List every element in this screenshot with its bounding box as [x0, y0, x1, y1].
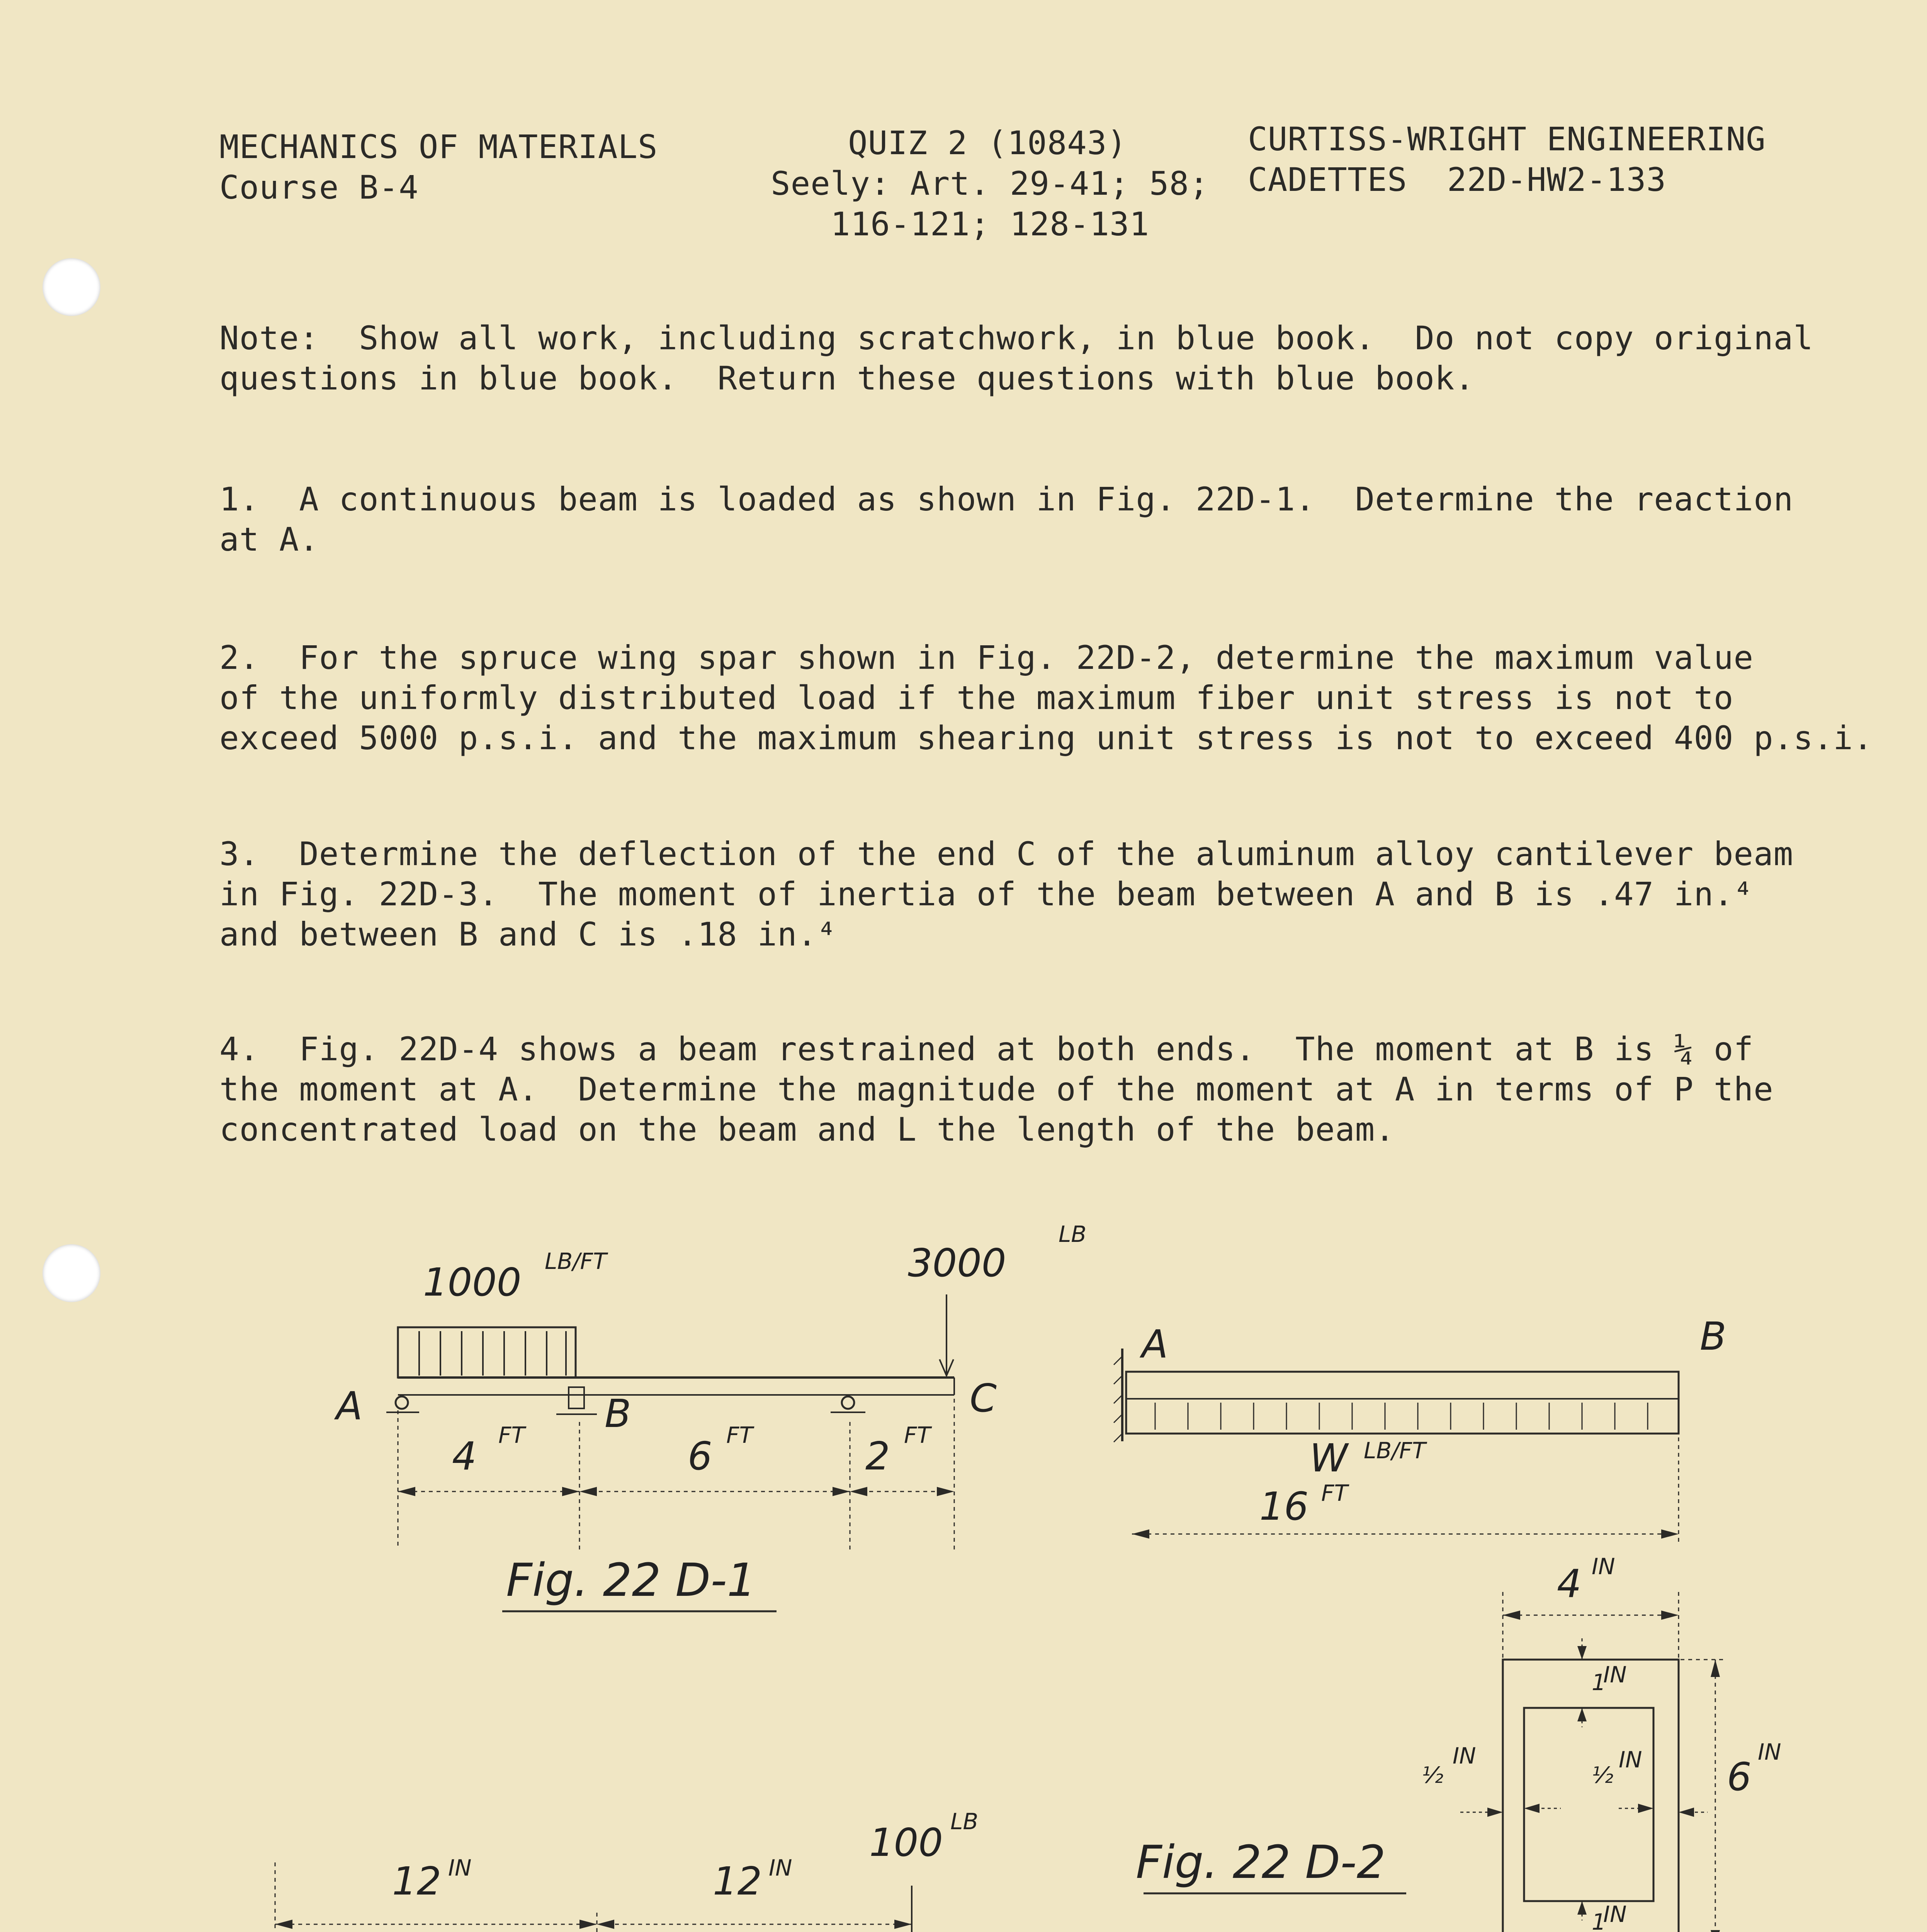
- instructions-note: [219, 318, 1813, 398]
- course-number: Course B-4: [219, 168, 419, 206]
- fig1-label-b: B: [605, 1391, 631, 1436]
- fig1-caption: Fig. 22 D-1: [506, 1553, 756, 1607]
- question-line: 2. For the spruce wing spar shown in Fig. 22D-2, determine the maximum value: [219, 639, 1754, 677]
- fig1-load-value: 1000: [423, 1260, 522, 1305]
- question-line: the moment at A. Determine the magnitude of the moment at A in terms of P the: [219, 1070, 1774, 1108]
- quiz-title: QUIZ 2 (10843): [848, 124, 1127, 162]
- fig1-dim1-unit: FT: [498, 1422, 525, 1448]
- question-line: 4. Fig. 22D-4 shows a beam restrained at both ends. The moment at B is ¼ of: [219, 1030, 1754, 1068]
- fig2-side-wall-unit: IN: [1453, 1743, 1476, 1769]
- fig2-side-wall-value: ½: [1422, 1762, 1444, 1788]
- fig2-flange-top-value: 1: [1592, 1669, 1606, 1696]
- question-line: and between B and C is .18 in.⁴: [219, 915, 837, 953]
- binder-hole-top: [42, 258, 100, 316]
- fig2-width-value: 4: [1557, 1561, 1582, 1606]
- fig1-label-a: A: [336, 1383, 363, 1429]
- question-4: [219, 1029, 1774, 1150]
- binder-hole-middle: [42, 1244, 100, 1302]
- fig2-flange-bottom-unit: IN: [1603, 1901, 1627, 1927]
- fig3-dim2-value: 12: [713, 1859, 762, 1904]
- fig2-flange-top-unit: IN: [1603, 1662, 1627, 1688]
- question-line: in Fig. 22D-3. The moment of inertia of the beam between A and B is .47 in.⁴: [219, 875, 1754, 913]
- course-title: MECHANICS OF MATERIALS: [219, 128, 658, 166]
- fig1-load-unit: LB/FT: [545, 1248, 607, 1274]
- fig3-dim1-value: 12: [392, 1859, 442, 1904]
- fig2-inner-value: ½: [1592, 1762, 1614, 1788]
- note-line: questions in blue book. Return these questions with blue book.: [219, 359, 1475, 397]
- question-line: concentrated load on the beam and L the length of the beam.: [219, 1111, 1395, 1148]
- fig1-dim1-value: 4: [452, 1434, 477, 1479]
- question-line: at A.: [219, 520, 319, 558]
- question-line: 1. A continuous beam is loaded as shown in Fig. 22D-1. Determine the reaction: [219, 480, 1794, 518]
- fig2-depth-unit: IN: [1758, 1739, 1781, 1765]
- fig1-dim3-value: 2: [865, 1434, 890, 1479]
- fig2-load-symbol: W: [1310, 1435, 1348, 1481]
- fig1-point-load-unit: LB: [1059, 1221, 1087, 1247]
- fig1-point-load-value: 3000: [908, 1240, 1006, 1286]
- fig2-flange-bottom-value: 1: [1592, 1909, 1606, 1932]
- question-line: exceed 5000 p.s.i. and the maximum shearing unit stress is not to exceed 400 p.s.i.: [219, 719, 1873, 757]
- fig3-dim1-unit: IN: [448, 1855, 472, 1881]
- fig3-load-value: 100: [869, 1820, 943, 1865]
- fig2-depth-value: 6: [1727, 1754, 1752, 1799]
- question-line: of the uniformly distributed load if the maximum fiber unit stress is not to: [219, 679, 1734, 717]
- note-line: Note: Show all work, including scratchwork, in blue book. Do not copy original: [219, 319, 1813, 357]
- fig1-dim2-value: 6: [688, 1434, 712, 1479]
- fig2-inner-unit: IN: [1619, 1747, 1642, 1773]
- fig3-dim2-unit: IN: [769, 1855, 792, 1881]
- fig1-label-c: C: [970, 1376, 997, 1421]
- fig2-label-a: A: [1142, 1321, 1168, 1367]
- fig1-dim2-unit: FT: [726, 1422, 753, 1448]
- question-2: [219, 638, 1873, 758]
- fig2-load-unit: LB/FT: [1364, 1437, 1426, 1464]
- reading-assignment-line1: Seely: Art. 29-41; 58;: [771, 165, 1209, 202]
- fig2-width-unit: IN: [1592, 1553, 1615, 1580]
- fig2-caption: Fig. 22 D-2: [1136, 1835, 1386, 1889]
- fig2-span-unit: FT: [1321, 1480, 1348, 1506]
- question-line: 3. Determine the deflection of the end C of the aluminum alloy cantilever beam: [219, 835, 1794, 873]
- reading-assignment-line2: 116-121; 128-131: [831, 205, 1150, 243]
- question-3: [219, 834, 1793, 954]
- fig2-label-b: B: [1700, 1314, 1726, 1359]
- fig3-load-unit: LB: [950, 1808, 979, 1835]
- fig2-span-value: 16: [1259, 1484, 1309, 1529]
- question-1: [219, 479, 1793, 560]
- fig1-dim3-unit: FT: [904, 1422, 931, 1448]
- school-name: CURTISS-WRIGHT ENGINEERING: [1248, 120, 1766, 158]
- cadette-code: CADETTES 22D-HW2-133: [1248, 161, 1667, 199]
